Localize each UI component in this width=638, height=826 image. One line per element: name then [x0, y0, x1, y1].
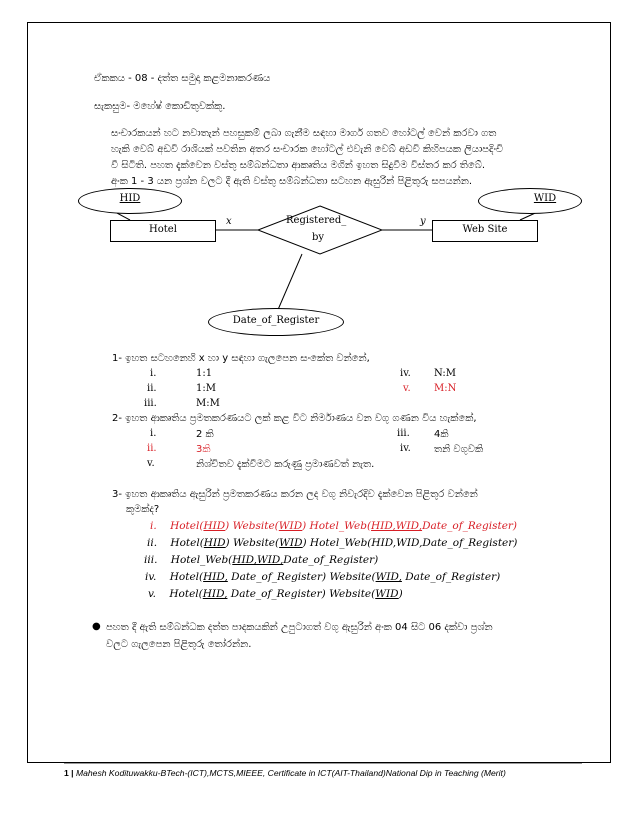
q1-opt3-num: iii.: [144, 398, 157, 409]
page-number: 1: [64, 768, 69, 778]
q2-opt5-num: v.: [147, 458, 155, 469]
q3-opt3: iii. Hotel_Web(HID,WID,Date_of_Register): [144, 554, 379, 566]
q1-stem: 1- ඉහත සටහනෙහි x හා y සඳහා ගැලපෙන සංකේත වන්නේ,: [112, 353, 370, 364]
q3-opt2: ii. Hotel(HID) Website(WID) Hotel_Web(HID,WID,Date_of_Register): [147, 537, 518, 549]
q3-opt3-num: iii.: [144, 554, 158, 566]
relationship-diamond: [258, 206, 382, 254]
q1-opt4-num: iv.: [400, 368, 411, 379]
q1-opt5-text: M:N: [434, 383, 457, 394]
cardinality-x: x: [226, 216, 232, 227]
q2-opt4-text: තනි වගුවකි: [434, 444, 484, 455]
q1-opt3-text: M:M: [196, 398, 220, 409]
entity-hotel-label: Hotel: [149, 224, 177, 235]
bullet-icon: ●: [92, 621, 101, 632]
footer: [64, 768, 506, 778]
q1-opt1-text: 1:1: [196, 368, 213, 379]
attr-date-label: Date_of_Register: [232, 315, 320, 326]
bullet-line-2: වලට ගැලපෙන පිළිතුරු තෝරන්න.: [106, 639, 252, 650]
q2-opt1-num: i.: [150, 428, 157, 439]
q2-opt2-num: ii.: [147, 443, 157, 454]
entity-website-label: Web Site: [462, 224, 508, 235]
q2-opt2-text: 3කි: [196, 444, 211, 455]
q1-opt5-num: v.: [403, 383, 411, 394]
footer-rule: [64, 763, 582, 764]
q3-stem-line-1: 3- ඉහත ආකෘතිය ඇසුරින් ප්‍රමතකරණය කරන ලද වගු නිවැරදිව දැක්වෙන පිළිතුර වන්නේ: [112, 489, 478, 500]
entity-hotel: [110, 220, 216, 242]
footer-separator: |: [71, 768, 74, 778]
intro-line-4: අංක 1 - 3 යන ප්‍රශ්න වලට දී ඇති වස්තු සම්බන්ධතා සටහන ඇසුරින් පිළිතුරු සපයන්න.: [111, 176, 473, 187]
q1-opt2-num: ii.: [147, 383, 157, 394]
q3-opt4: iv. Hotel(HID, Date_of_Register) Website(WID, Date_of_Register): [145, 571, 501, 583]
q3-opt5: v. Hotel(HID, Date_of_Register) Website(WID): [148, 588, 403, 600]
q2-opt4-num: iv.: [400, 443, 411, 454]
entity-website: [432, 220, 538, 242]
attribute-hid: [78, 188, 182, 214]
q2-opt3-num: iii.: [397, 428, 410, 439]
q3-opt4-num: iv.: [145, 571, 157, 583]
intro-line-1: සංචාරකයන් හට නවාතැන් පහසුකම් ලබා ගැනීම සඳහා මාර්ග ගතව හෝටල් වෙන් කරවා ගත: [111, 128, 497, 139]
bullet-line-1: පහත දී ඇති සම්බන්ධක දත්ත පාදකයකින් උපුටාගත් වගු ඇසුරින් අංක 04 සිට 06 දක්වා ප්‍රශ්න: [106, 622, 493, 633]
attribute-wid: [478, 188, 582, 214]
q3-opt2-num: ii.: [147, 537, 158, 549]
q2-opt5-text: නිශ්චිතව දැක්වීමට කරුණු ප්‍රමාණවත් නැත.: [196, 459, 375, 470]
q2-opt1-text: 2 කි: [196, 429, 214, 440]
intro-line-3: වී සිටිති. පහත දැක්වෙන වස්තු සම්බන්ධතා ආකෘතිය මගින් ඉහත සිදුවීම විස්තර කර තිබේ.: [111, 160, 486, 171]
q3-opt5-num: v.: [148, 588, 157, 600]
relationship-label-1: Registered_: [286, 215, 347, 226]
q3-opt1-num: i.: [150, 520, 157, 532]
q3-opt1: i. Hotel(HID) Website(WID) Hotel_Web(HID,WID,Date_of_Register): [150, 520, 518, 532]
attr-hid-label: HID: [119, 193, 141, 204]
q3-stem-line-2: කුමක්ද?: [126, 504, 160, 515]
attr-wid-label: WID: [533, 193, 557, 204]
relationship-label-2: by: [312, 232, 325, 243]
q1-opt2-text: 1:M: [196, 383, 216, 394]
q2-opt3-text: 4කි: [434, 429, 449, 440]
attribute-date-of-register: [208, 308, 344, 336]
q1-opt1-num: i.: [150, 368, 157, 379]
unit-title: ඒකකය - 08 - දත්ත සමුදා කළමනාකරණය: [94, 73, 271, 84]
author-line: සැකසුම- මහේෂ් කොඩිතුවක්කු.: [94, 101, 226, 112]
footer-credits: Mahesh Kodituwakku-BTech-(ICT),MCTS,MIEEE, Certificate in ICT(AIT-Thailand)National Dip in Teaching (Merit): [75, 768, 506, 778]
intro-line-2: හැකි වෙබ් අඩවි රාශියක් පවතින අතර සංචාරක හෝටල් එවැනි වෙබ් අඩවි කිහිපයක ලියාපදිංචි: [111, 144, 504, 155]
cardinality-y: y: [420, 216, 426, 227]
q2-stem: 2- ඉහත ආකෘතිය ප්‍රමතකරණයට ලක් කළ විට නිර්මාණය වන වගු ගණන විය හැක්කේ,: [112, 413, 477, 424]
q1-opt4-text: N:M: [434, 368, 457, 379]
